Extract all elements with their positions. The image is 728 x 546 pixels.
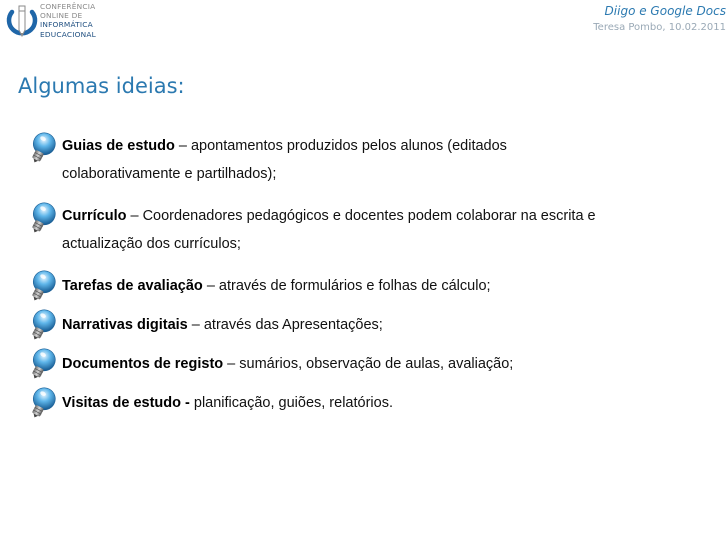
bullet-separator: – xyxy=(202,278,219,294)
bullet-description: planificação, guiões, relatórios. xyxy=(193,395,393,411)
author-date: Teresa Pombo, 10.02.2011 xyxy=(593,22,726,33)
bullet-separator: – xyxy=(187,317,204,333)
logo-line-3: INFORMÁTICA xyxy=(40,20,93,30)
bullet-term: Narrativas digitais xyxy=(62,317,188,333)
slide-header xyxy=(593,3,726,35)
logo-text xyxy=(40,2,96,39)
lightbulb-icon xyxy=(26,385,56,425)
bullet-term: Guias de estudo xyxy=(62,138,175,154)
bullet-term: Documentos de registo xyxy=(62,356,224,372)
bullet-description: sumários, observação de aulas, avaliação; xyxy=(239,356,514,372)
bullet-description: apontamentos produzidos pelos alunos (editados xyxy=(190,138,507,154)
bullet-description: Coordenadores pedagógicos e docentes podem colaborar na escrita e xyxy=(142,208,596,224)
logo-line-2: ONLINE DE xyxy=(40,11,83,21)
logo-line-4: EDUCACIONAL xyxy=(40,29,96,39)
bullet-separator: – xyxy=(223,356,240,372)
logo-line-1: CONFERÊNCIA xyxy=(40,2,96,11)
bullet-term: Tarefas de avaliação xyxy=(62,278,203,294)
bullet-description: através das Apresentações; xyxy=(203,317,383,333)
bullet-separator: – xyxy=(174,138,191,154)
slide-title: Algumas ideias: xyxy=(18,74,185,98)
bullet-term: Visitas de estudo - xyxy=(62,395,190,411)
bullet-description-cont: actualização dos currículos; xyxy=(62,236,241,252)
bullet-description-cont: colaborativamente e partilhados); xyxy=(62,166,277,182)
conference-logo xyxy=(6,2,116,50)
lightbulb-icon xyxy=(26,200,56,240)
lightbulb-icon xyxy=(26,130,56,170)
lightbulb-icon xyxy=(26,268,56,308)
presentation-title: Diigo e Google Docs xyxy=(604,4,726,18)
lightbulb-icon xyxy=(26,346,56,386)
pencil-circle-logo-icon xyxy=(6,2,38,46)
bullet-description: através de formulários e folhas de cálculo; xyxy=(218,278,491,294)
bullet-term: Currículo xyxy=(62,208,127,224)
lightbulb-icon xyxy=(26,307,56,347)
bullet-separator: – xyxy=(126,208,143,224)
